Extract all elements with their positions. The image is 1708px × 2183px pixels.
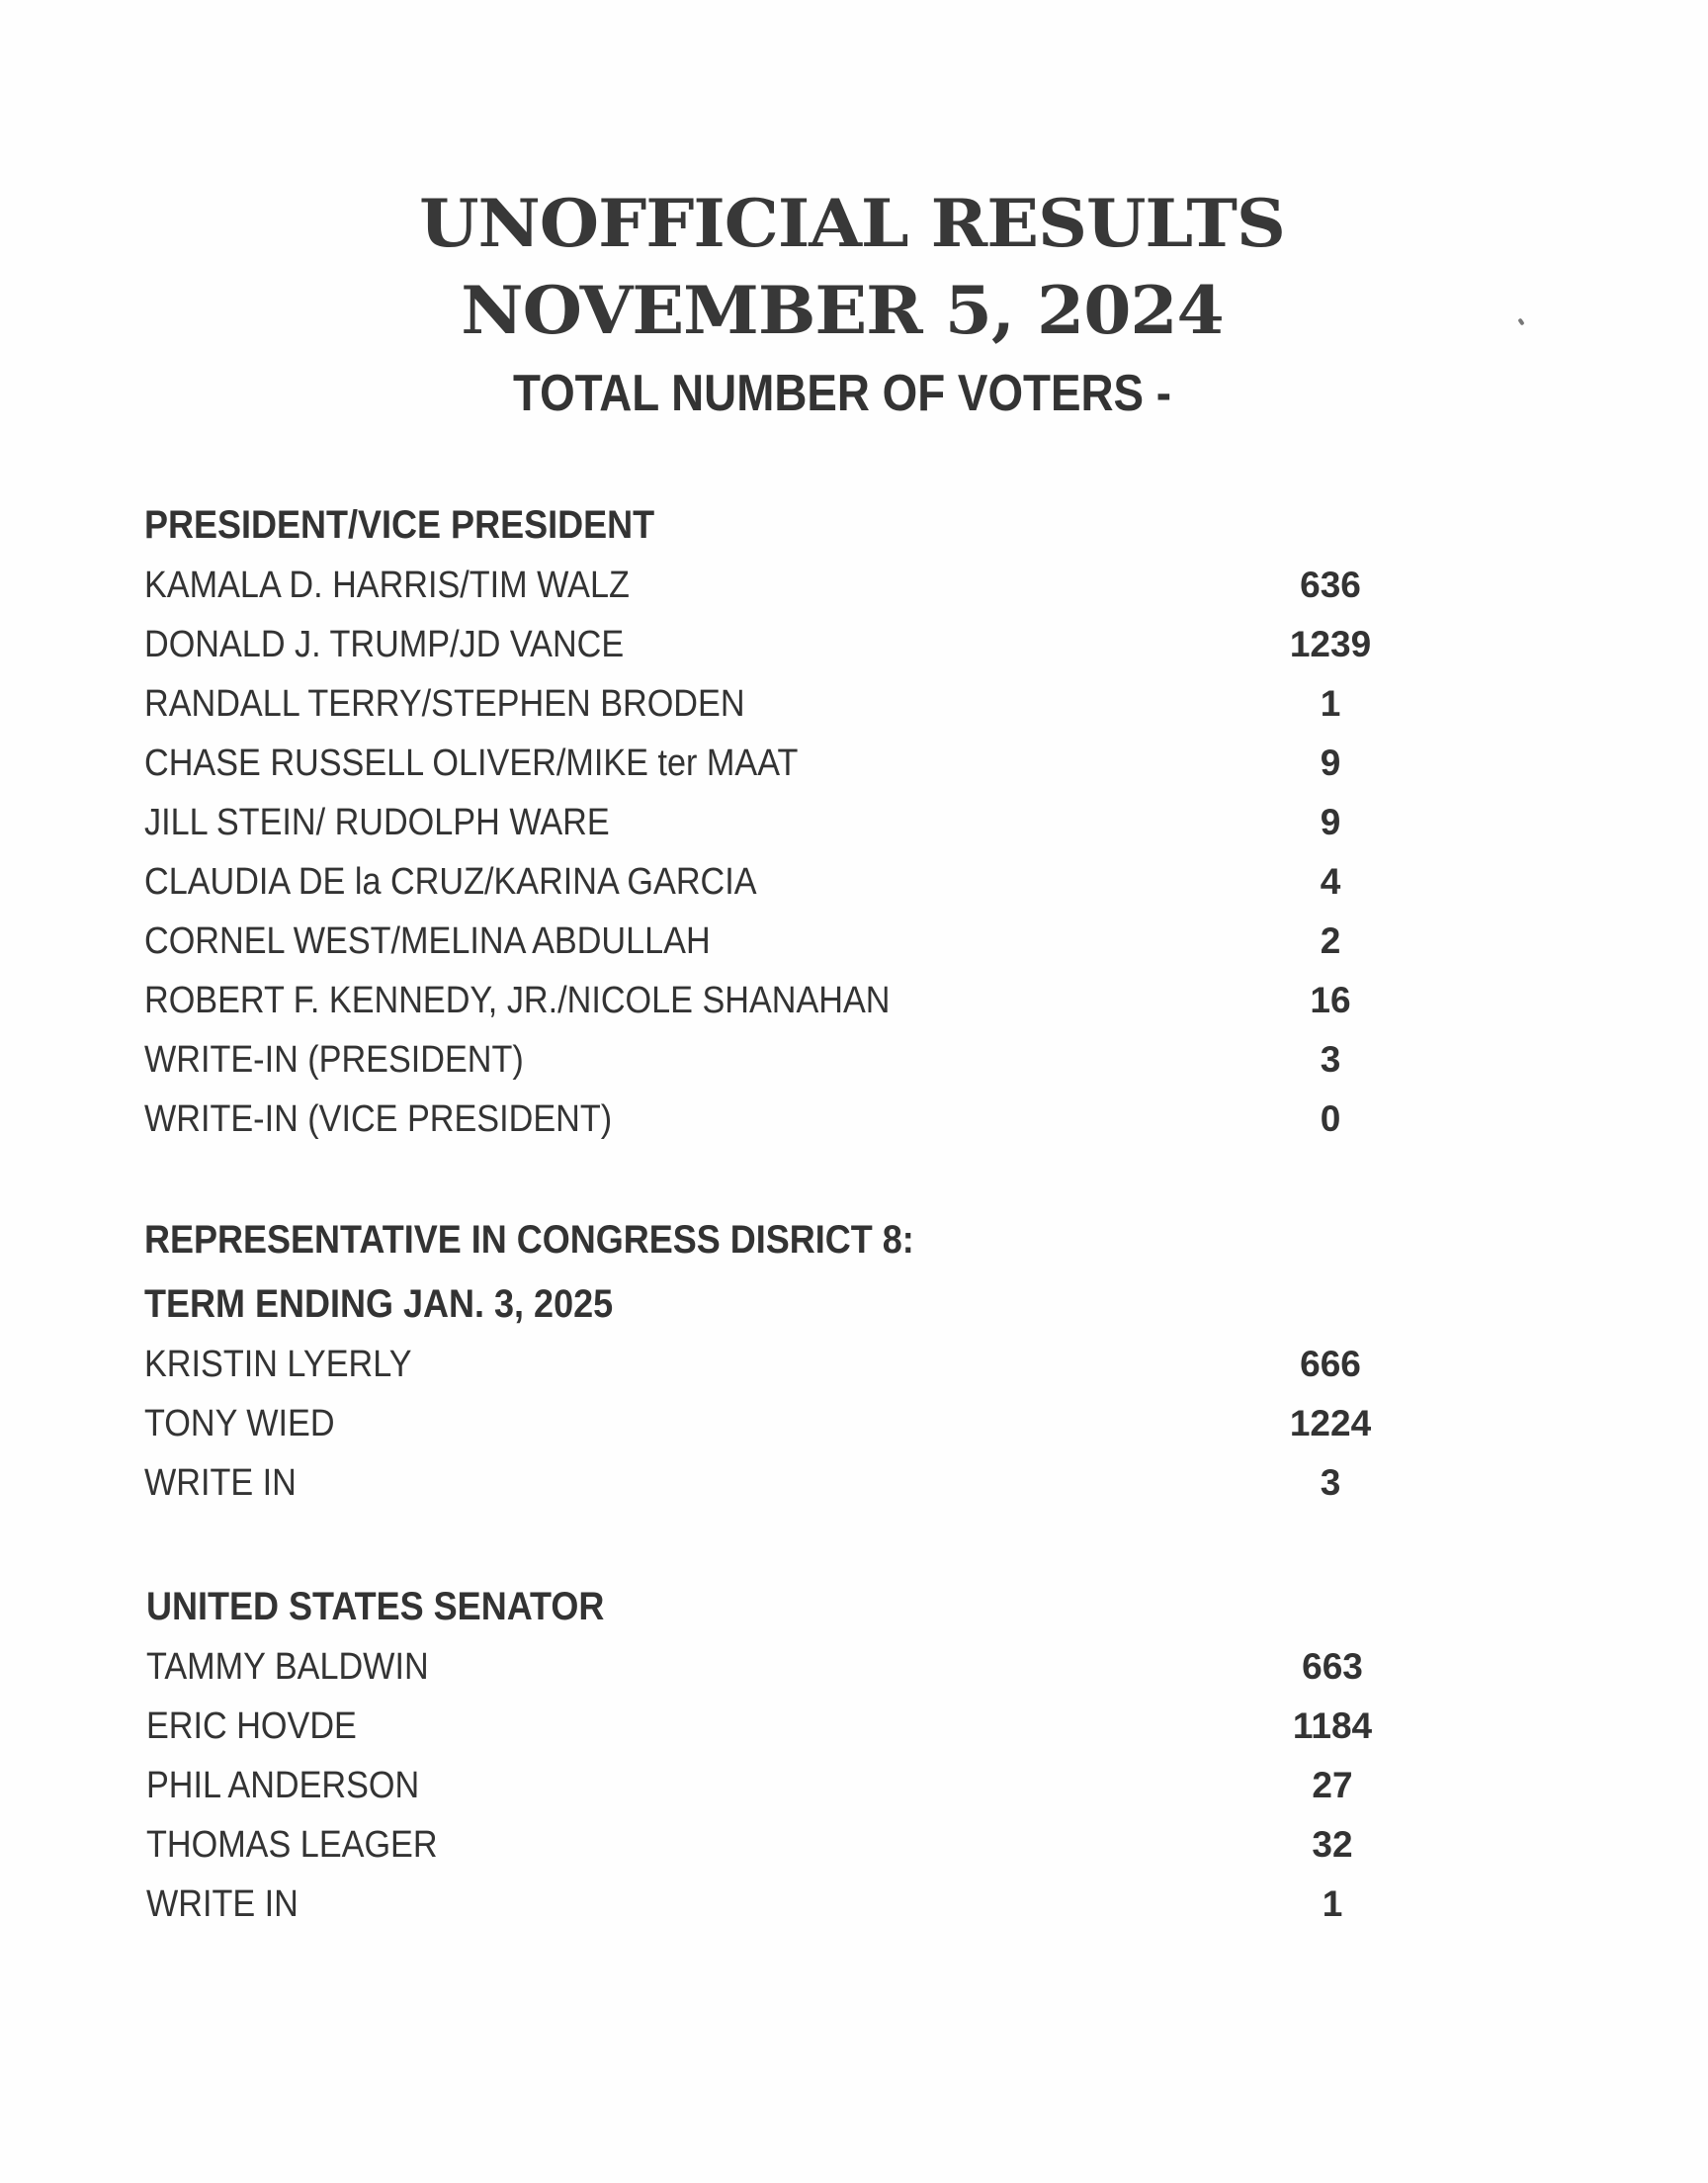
vote-count: 16 [1310, 980, 1351, 1020]
candidate-name: JILL STEIN/ RUDOLPH WARE [144, 802, 610, 843]
vote-count: 9 [1320, 742, 1341, 783]
candidate-name: TONY WIED [144, 1403, 335, 1444]
table-row [146, 1756, 1431, 1815]
vote-count: 1239 [1289, 624, 1372, 664]
table-row [144, 1090, 1429, 1149]
section-president [144, 494, 1429, 1149]
vote-count: 666 [1300, 1344, 1361, 1384]
table-row [144, 1335, 1429, 1394]
candidate-name: ERIC HOVDE [146, 1705, 357, 1747]
vote-count: 3 [1320, 1462, 1341, 1503]
table-row [146, 1815, 1431, 1875]
vote-count: 2 [1320, 920, 1341, 961]
candidate-name: WRITE-IN (PRESIDENT) [144, 1039, 524, 1081]
table-row [144, 971, 1429, 1030]
vote-count: 1184 [1292, 1705, 1373, 1746]
document-title: UNOFFICIAL RESULTS [419, 185, 1285, 262]
candidate-name: THOMAS LEAGER [146, 1824, 438, 1866]
candidate-name: WRITE IN [144, 1462, 297, 1504]
candidate-name: KAMALA D. HARRIS/TIM WALZ [144, 565, 630, 606]
table-row [146, 1875, 1431, 1934]
candidate-name: ROBERT F. KENNEDY, JR./NICOLE SHANAHAN [144, 980, 891, 1021]
candidate-name: KRISTIN LYERLY [144, 1344, 412, 1385]
vote-count: 4 [1320, 861, 1341, 902]
candidate-name: CLAUDIA DE la CRUZ/KARINA GARCIA [144, 861, 757, 903]
vote-count: 1224 [1289, 1403, 1372, 1443]
section-heading: PRESIDENT/VICE PRESIDENT [144, 503, 655, 547]
section-heading: REPRESENTATIVE IN CONGRESS DISRICT 8: [144, 1218, 914, 1262]
candidate-name: CHASE RUSSELL OLIVER/MIKE ter MAAT [144, 742, 799, 784]
candidate-name: PHIL ANDERSON [146, 1765, 420, 1806]
section-congress [144, 1206, 1429, 1513]
section-senator [146, 1576, 1431, 1934]
candidate-name: TAMMY BALDWIN [146, 1646, 429, 1688]
total-voters-label: TOTAL NUMBER OF VOTERS - [512, 365, 1172, 422]
vote-count: 0 [1320, 1098, 1341, 1139]
document-header [0, 180, 1708, 423]
vote-count: 636 [1300, 565, 1361, 605]
table-row [146, 1637, 1431, 1697]
vote-count: 3 [1320, 1039, 1341, 1080]
table-row [144, 615, 1429, 674]
candidate-name: DONALD J. TRUMP/JD VANCE [144, 624, 625, 665]
vote-count: 32 [1312, 1824, 1353, 1865]
candidate-name: RANDALL TERRY/STEPHEN BRODEN [144, 683, 745, 725]
table-row [144, 1394, 1429, 1453]
vote-count: 27 [1312, 1765, 1353, 1805]
vote-count: 663 [1302, 1646, 1363, 1687]
table-row [144, 674, 1429, 734]
section-heading: UNITED STATES SENATOR [146, 1585, 605, 1628]
candidate-name: CORNEL WEST/MELINA ABDULLAH [144, 920, 711, 962]
table-row [144, 912, 1429, 971]
table-row [144, 1030, 1429, 1090]
table-row [144, 793, 1429, 852]
vote-count: 9 [1320, 802, 1341, 842]
table-row [144, 852, 1429, 912]
vote-count: 1 [1320, 683, 1341, 724]
table-row [144, 556, 1429, 615]
candidate-name: WRITE-IN (VICE PRESIDENT) [144, 1098, 613, 1140]
vote-count: 1 [1322, 1883, 1343, 1924]
candidate-name: WRITE IN [146, 1883, 299, 1925]
table-row [144, 734, 1429, 793]
table-row [146, 1697, 1431, 1756]
section-subheading: TERM ENDING JAN. 3, 2025 [144, 1282, 614, 1326]
document-date: NOVEMBER 5, 2024 [461, 272, 1224, 349]
table-row [144, 1453, 1429, 1513]
